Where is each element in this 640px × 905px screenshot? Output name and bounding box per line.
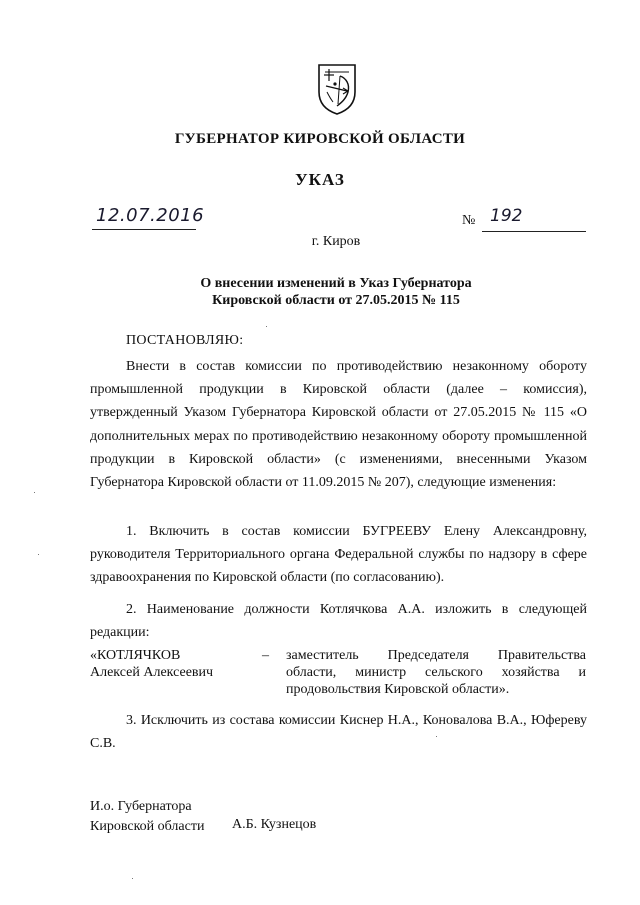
person-given-names: Алексей Алексеевич — [90, 665, 214, 680]
scan-speck — [266, 326, 267, 327]
document-type-heading: УКАЗ — [295, 170, 345, 189]
decree-keyword: ПОСТАНОВЛЯЮ: — [126, 333, 244, 348]
document-number-label: № — [462, 213, 476, 228]
signatory-name: А.Б. Кузнецов — [232, 817, 317, 832]
scan-speck — [436, 736, 437, 737]
scan-speck — [38, 554, 39, 555]
coat-of-arms-icon — [316, 62, 358, 116]
document-city: г. Киров — [311, 234, 361, 249]
signatory-position — [90, 797, 204, 837]
item-3-paragraph: 3. Исключить из состава комиссии Киснер Н.А., Коновалова В.А., Юфереву С.В. — [90, 713, 587, 752]
subject-line-2: Кировской области от 27.05.2015 № 115 — [212, 293, 460, 308]
signatory-position-line-2: Кировской области — [90, 819, 205, 834]
document-number: 192 — [490, 206, 523, 226]
person-dash: – — [262, 648, 269, 663]
person-surname: «КОТЛЯЧКОВ — [90, 648, 181, 663]
person-role: заместитель Председателя Правительства области, министр сельского хозяйства и продовольствия Кировской области». — [286, 648, 586, 697]
scan-speck — [34, 492, 35, 493]
signatory-position-line-1: И.о. Губернатора — [90, 799, 192, 814]
issuer-heading: ГУБЕРНАТОР КИРОВСКОЙ ОБЛАСТИ — [174, 131, 466, 147]
document-date: 12.07.2016 — [96, 205, 205, 226]
item-2-paragraph: 2. Наименование должности Котлячкова А.А. изложить в следующей редакции: — [90, 602, 587, 641]
intro-paragraph: Внести в состав комиссии по противодействию незаконному обороту промышленной продукции в Кировской области (далее – комиссия), утвержденный Указом Губернатора Кировской области от 27.05.2015 № 115 «О дополнительных мерах по противодействию незаконному обороту промышленной продукции в Кировской области» (с изменениями, внесенными Указом Губернатора Кировской области от 11.09.2015 № 207), следующие изменения: — [90, 359, 587, 491]
subject-line-1: О внесении изменений в Указ Губернатора — [200, 276, 472, 291]
item-1-paragraph: 1. Включить в состав комиссии БУГРЕЕВУ Елену Александровну, руководителя Территориального органа Федеральной службы по надзору в сфере здравоохранения по Кировской области (по согласованию). — [90, 524, 587, 586]
person-name — [90, 647, 270, 681]
document-subject — [0, 275, 640, 309]
scan-speck — [132, 878, 133, 879]
